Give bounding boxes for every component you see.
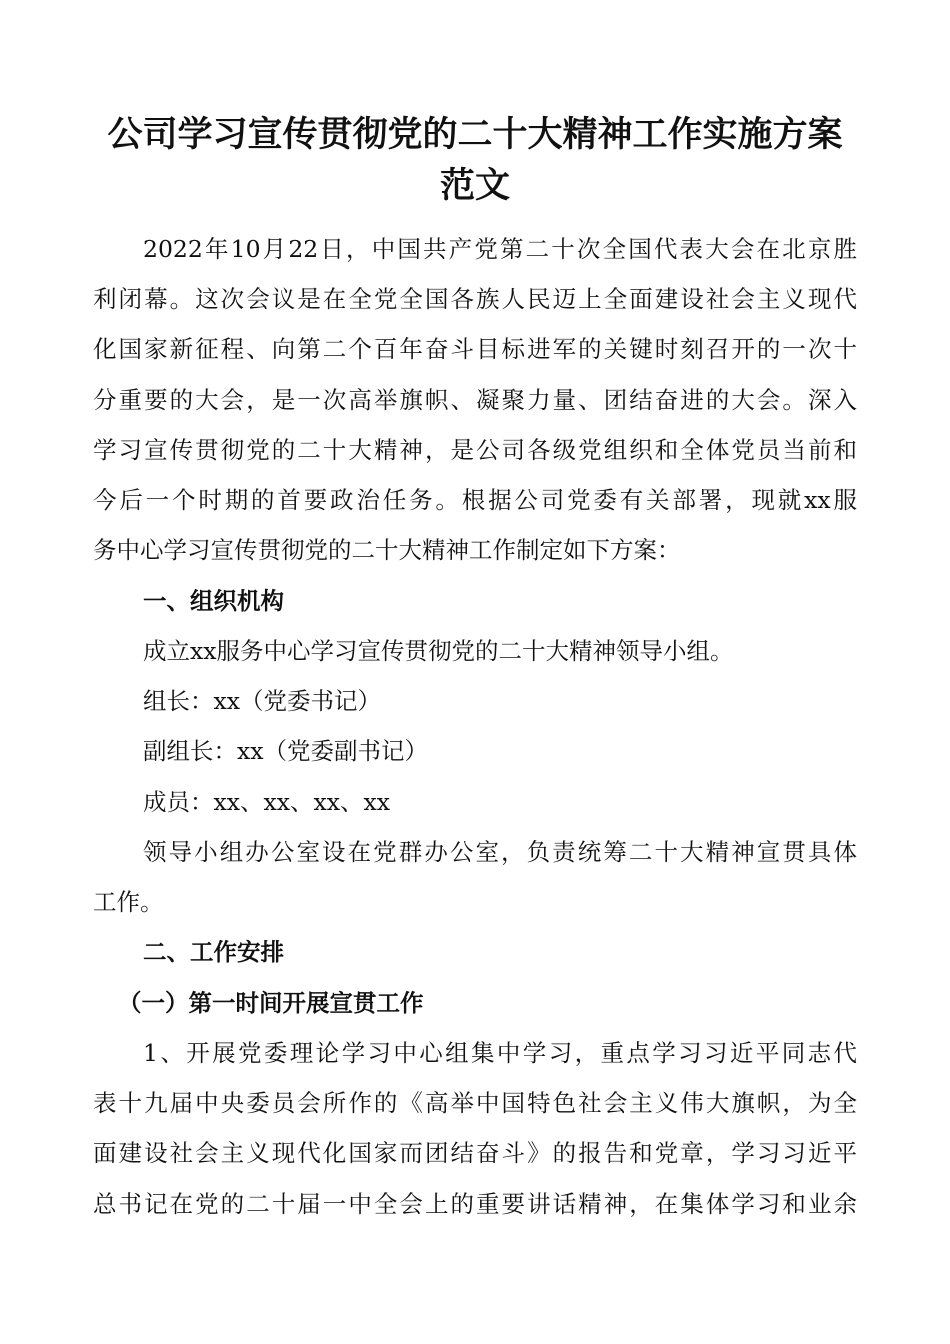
intro-line: 今后一个时期的首要政治任务。根据公司党委有关部署，现就xx服 [93,486,857,514]
item1-line: 总书记在党的二十届一中全会上的重要讲话精神，在集体学习和业余 [93,1190,857,1218]
document-title-line-1: 公司学习宣传贯彻党的二十大精神工作实施方案 [107,115,843,155]
document-title-line-2: 范文 [439,166,510,206]
office-line: 领导小组办公室设在党群办公室，负责统筹二十大精神宣贯具体 [143,838,857,866]
section1-line: 成员：xx、xx、xx、xx [143,788,391,816]
section1-line: 成立xx服务中心学习宣传贯彻党的二十大精神领导小组。 [143,637,734,665]
intro-line: 务中心学习宣传贯彻党的二十大精神工作制定如下方案： [93,536,681,564]
item1-line: 表十九届中央委员会所作的《高举中国特色社会主义伟大旗帜，为全 [93,1089,857,1117]
item1-line: 面建设社会主义现代化国家而团结奋斗》的报告和党章，学习习近平 [93,1139,857,1167]
intro-line: 化国家新征程、向第二个百年奋斗目标进军的关键时刻召开的一次十 [93,335,857,363]
section-heading-organization: 一、组织机构 [143,587,284,615]
item1-line: 1、开展党委理论学习中心组集中学习，重点学习习近平同志代 [143,1039,857,1067]
office-line: 工作。 [93,888,164,916]
intro-line: 2022年10月22日，中国共产党第二十次全国代表大会在北京胜 [143,235,857,263]
intro-line: 学习宣传贯彻党的二十大精神，是公司各级党组织和全体党员当前和 [93,436,857,464]
intro-line: 利闭幕。这次会议是在全党全国各族人民迈上全面建设社会主义现代 [93,285,857,313]
intro-line: 分重要的大会，是一次高举旗帜、凝聚力量、团结奋进的大会。深入 [93,386,857,414]
section1-line: 组长：xx（党委书记） [143,687,382,715]
section1-line: 副组长：xx（党委副书记） [143,737,429,765]
section-heading-work-arrangement: 二、工作安排 [143,938,284,966]
subsection-heading: （一）第一时间开展宣贯工作 [118,989,424,1017]
